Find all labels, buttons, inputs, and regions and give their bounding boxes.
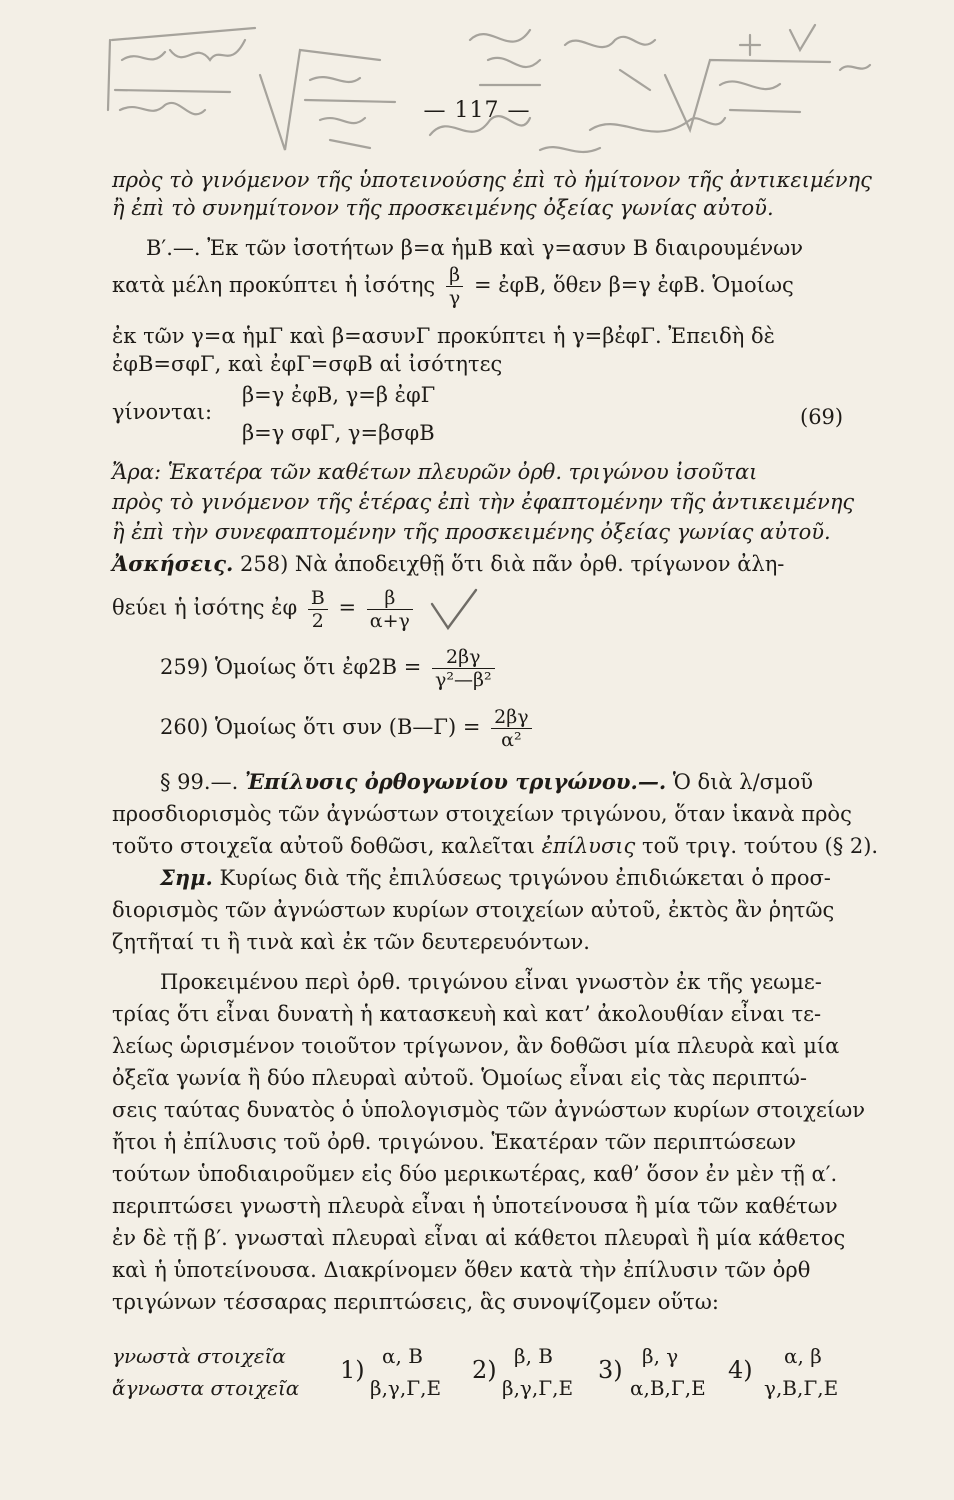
text-line: τριγώνων τέσσαρας περιπτώσεις, ἃς συνοψίζομεν οὕτω:	[112, 1290, 719, 1314]
text-line	[112, 550, 784, 578]
text-line-with-fraction	[112, 264, 794, 309]
section-title: Ἐπίλυσις ὀρθογωνίου τριγώνου.—.	[244, 769, 667, 794]
exercise-258-formula: θεύει ἡ ἰσότης ἐφ $\frac{B}{2}$ = $\frac{\beta}{\alpha+\gamma}$	[112, 584, 484, 634]
case-unknown: α,Β,Γ,Ε	[630, 1376, 706, 1400]
text-line: διορισμὸς τῶν ἀγνώστων κυρίων στοιχείων αὐτοῦ, ἐκτὸς ἂν ῥητῶς	[112, 898, 835, 922]
cases-table	[112, 1338, 872, 1408]
equation-system	[242, 380, 435, 448]
section-heading	[160, 768, 813, 796]
exercises-heading: Ἀσκήσεις.	[112, 551, 234, 576]
case-number: 4)	[728, 1356, 753, 1384]
text-line: ἐν δὲ τῇ β′. γνωσταὶ πλευραὶ εἶναι αἱ κάθετοι πλευραὶ ἢ μία κάθετος	[112, 1226, 846, 1250]
text-line: προσδιορισμὸς τῶν ἀγνώστων στοιχείων τριγώνου, ὅταν ἱκανὰ πρὸς	[112, 802, 852, 826]
equation-row: β=γ ἐφΒ, γ=β ἐφΓ	[242, 383, 436, 407]
text-line: ἐφΒ=σφΓ, καὶ ἐφΓ=σφΒ αἱ ἰσότητες	[112, 352, 503, 376]
text-fragment: κατὰ μέλη προκύπτει ἡ ἰσότης	[112, 273, 436, 297]
text-line: καὶ ἡ ὑποτείνουσα. Διακρίνομεν ὅθεν κατὰ τὴν ἐπίλυσιν τῶν ὀρθ	[112, 1258, 811, 1282]
text-line: Β′.—. Ἐκ τῶν ἰσοτήτων β=α ἡμΒ καὶ γ=ασυν Β διαιρουμένων	[146, 236, 804, 260]
case-number: 2)	[472, 1356, 497, 1384]
exercise-258: 258) Νὰ ἀποδειχθῇ ὅτι διὰ πᾶν ὀρθ. τρίγωνον ἀλη-	[239, 552, 785, 576]
case-number: 1)	[340, 1356, 365, 1384]
exercise-260	[160, 706, 536, 751]
equation-row: β=γ σφΓ, γ=βσφΒ	[242, 421, 435, 445]
text-line: ἢ ἐπὶ τὸ συνημίτονον τῆς προσκειμένης ὀξείας γωνίας αὐτοῦ.	[112, 196, 774, 220]
text-fragment: 260) Ὁμοίως ὅτι συν (Β—Γ) =	[160, 715, 481, 739]
case-unknown: β,γ,Γ,Ε	[370, 1376, 442, 1400]
section-number: § 99.—.	[160, 770, 239, 794]
fraction-beta-over-alpha-plus-gamma: $\frac{\beta}{\alpha+\gamma}$	[367, 587, 413, 632]
text-line: ὀξεῖα γωνία ἢ δύο πλευραὶ αὐτοῦ. Ὁμοίως εἶναι εἰς τὰς περιπτώ-	[112, 1066, 807, 1090]
case-known: β, Β	[514, 1344, 553, 1368]
fraction-259: $\frac{2\beta\gamma}{\text{γ²—β²}}$	[432, 646, 495, 691]
text-line: Ἄρα: Ἑκατέρα τῶν καθέτων πλευρῶν ὀρθ. τριγώνου ἰσοῦται	[112, 460, 758, 484]
text-line: τούτων ὑποδιαιροῦμεν εἰς δύο μερικωτέρας, καθ’ ὅσον ἐν μὲν τῇ α′.	[112, 1162, 838, 1186]
row-label-unknown: ἄγνωστα στοιχεῖα	[112, 1376, 300, 1400]
text-line: ἢ ἐπὶ τὴν συνεφαπτομένην τῆς προσκειμένης ὀξείας γωνίας αὐτοῦ.	[112, 520, 831, 544]
text-fragment: 259) Ὁμοίως ὅτι ἐφ2Β =	[160, 655, 422, 679]
text-line: λείως ὡρισμένον τοιοῦτον τρίγωνον, ἂν δοθῶσι μία πλευρὰ καὶ μία	[112, 1034, 840, 1058]
text-line: σεις ταύτας δυνατὸς ὁ ὑπολογισμὸς τῶν ἀγνώστων κυρίων στοιχείων	[112, 1098, 865, 1122]
case-known: β, γ	[642, 1344, 679, 1368]
text-line: πρὸς τὸ γινόμενον τῆς ὑποτεινούσης ἐπὶ τὸ ἡμίτονον τῆς ἀντικειμένης	[112, 168, 872, 192]
case-number: 3)	[598, 1356, 623, 1384]
pencil-scribbles	[0, 0, 954, 180]
fraction-B-over-2: $\frac{B}{2}$	[308, 587, 328, 632]
case-unknown: β,γ,Γ,Ε	[502, 1376, 574, 1400]
text-fragment: = ἐφΒ, ὅθεν β=γ ἐφΒ. Ὁμοίως	[473, 273, 794, 297]
text-fragment: θεύει ἡ ἰσότης ἐφ	[112, 595, 298, 620]
text-line: γίνονται:	[112, 400, 213, 424]
text-line: τοῦτο στοιχεῖα αὐτοῦ δοθῶσι, καλεῖται ἐπίλυσις τοῦ τριγ. τούτου (§ 2).	[112, 834, 879, 858]
text-line: τρίας ὅτι εἶναι δυνατὴ ἡ κατασκευὴ καὶ κατ’ ἀκολουθίαν εἶναι τε-	[112, 1002, 822, 1026]
text-line: ζητῆταί τι ἢ τινὰ καὶ ἐκ τῶν δευτερευόντων.	[112, 930, 590, 954]
text-line: ἤτοι ἡ ἐπίλυσις τοῦ ὀρθ. τριγώνου. Ἑκατέραν τῶν περιπτώσεων	[112, 1130, 797, 1154]
exercise-259	[160, 646, 499, 691]
text-fragment: Ὁ διὰ λ/σμοῦ	[672, 770, 814, 794]
remark-line: Σημ. Κυρίως διὰ τῆς ἐπιλύσεως τριγώνου ἐπιδιώκεται ὁ προσ-	[160, 865, 831, 890]
case-unknown: γ,Β,Γ,Ε	[764, 1376, 839, 1400]
text-line: ἐκ τῶν γ=α ἡμΓ καὶ β=ασυνΓ προκύπτει ἡ γ=βἐφΓ. Ἐπειδὴ δὲ	[112, 324, 775, 348]
page-number: — 117 —	[423, 98, 531, 123]
case-known: α, Β	[382, 1344, 423, 1368]
text-line: περιπτώσει γνωστὴ πλευρὰ εἶναι ἡ ὑποτείνουσα ἢ μία τῶν καθέτων	[112, 1194, 838, 1218]
pencil-check-mark	[424, 584, 484, 634]
text-line: Προκειμένου περὶ ὀρθ. τριγώνου εἶναι γνωστὸν ἐκ τῆς γεωμε-	[160, 970, 822, 994]
equation-number: (69)	[800, 405, 844, 429]
row-label-known: γνωστὰ στοιχεῖα	[112, 1344, 286, 1368]
fraction-beta-over-gamma: $\frac{\beta}{\gamma}$	[446, 264, 463, 309]
fraction-260: $\frac{2\beta\gamma}{\text{α²}}$	[491, 706, 531, 751]
remark-label: Σημ.	[160, 865, 213, 890]
text-line: πρὸς τὸ γινόμενον τῆς ἑτέρας ἐπὶ τὴν ἐφαπτομένην τῆς ἀντικειμένης	[112, 490, 855, 514]
case-known: α, β	[784, 1344, 822, 1368]
